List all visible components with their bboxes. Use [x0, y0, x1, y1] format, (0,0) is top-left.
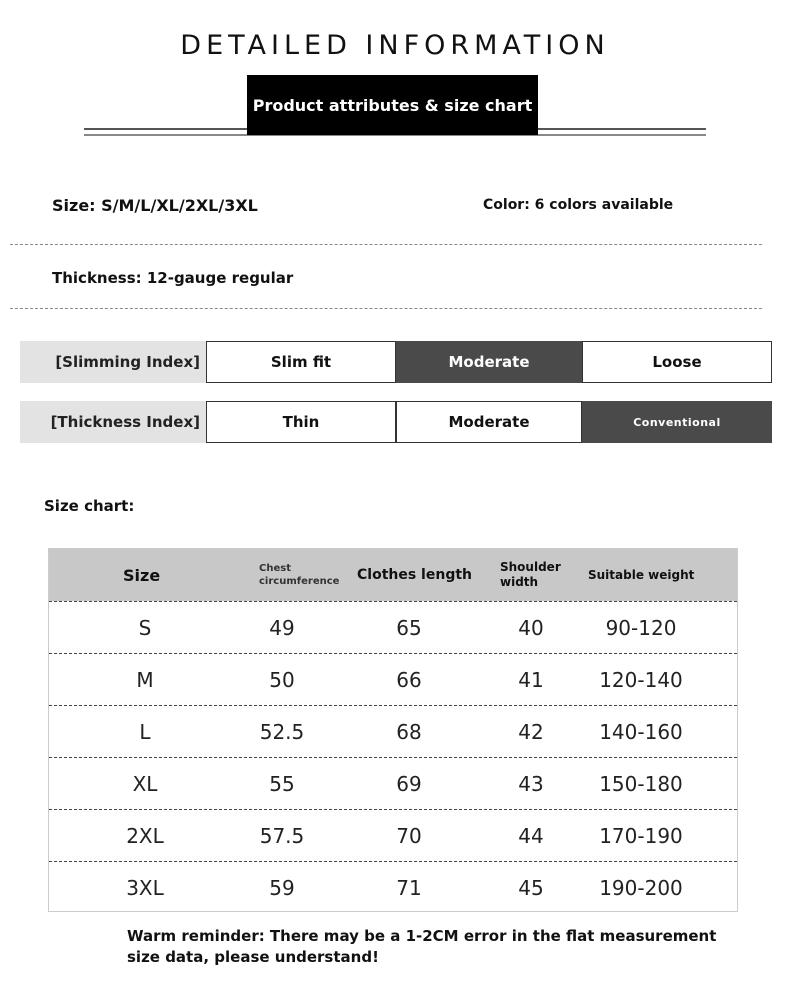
cell-size: M: [136, 667, 154, 692]
slimming-option-moderate: Moderate: [396, 341, 582, 383]
cell-shoulder: 42: [518, 719, 544, 744]
cell-shoulder: 40: [518, 615, 544, 640]
thickness-index-label: [Thickness Index]: [20, 401, 206, 443]
cell-size: XL: [132, 771, 158, 796]
thickness-option-conventional: Conventional: [582, 401, 772, 443]
table-row: [49, 809, 737, 861]
table-row: [49, 601, 737, 653]
cell-length: 71: [396, 875, 422, 900]
header-shoulder: Shoulder width: [500, 560, 561, 589]
cell-length: 66: [396, 667, 422, 692]
cell-shoulder: 43: [518, 771, 544, 796]
cell-chest: 50: [269, 667, 295, 692]
cell-weight: 150-180: [599, 771, 683, 796]
cell-size: 2XL: [126, 823, 164, 848]
size-attribute: Size: S/M/L/XL/2XL/3XL: [52, 196, 258, 215]
warm-reminder: Warm reminder: There may be a 1-2CM error in the flat measurement size data, please understand!: [127, 927, 717, 966]
dashed-divider-2: [10, 308, 762, 309]
cell-chest: 49: [269, 615, 295, 640]
header-weight: Suitable weight: [588, 568, 695, 582]
dashed-divider-1: [10, 244, 762, 245]
cell-weight: 190-200: [599, 875, 683, 900]
header-chest: Chest circumference: [259, 563, 340, 587]
cell-shoulder: 41: [518, 667, 544, 692]
color-attribute: Color: 6 colors available: [483, 197, 674, 213]
table-row: [49, 757, 737, 809]
cell-length: 70: [396, 823, 422, 848]
size-chart-label: Size chart:: [44, 497, 135, 515]
header-length: Clothes length: [357, 567, 472, 583]
cell-weight: 120-140: [599, 667, 683, 692]
cell-chest: 59: [269, 875, 295, 900]
slimming-index-label: [Slimming Index]: [20, 341, 206, 383]
slimming-index-row: [20, 341, 772, 383]
table-row: [49, 705, 737, 757]
cell-shoulder: 45: [518, 875, 544, 900]
thickness-attribute: Thickness: 12-gauge regular: [52, 269, 294, 287]
cell-chest: 57.5: [259, 823, 305, 848]
table-row: [49, 653, 737, 705]
cell-chest: 55: [269, 771, 295, 796]
table-header: [49, 549, 737, 601]
thickness-index-row: [20, 401, 772, 443]
cell-size: L: [139, 719, 151, 744]
cell-length: 69: [396, 771, 422, 796]
table-row: [49, 861, 737, 913]
header-size: Size: [123, 565, 161, 585]
page-title: DETAILED INFORMATION: [180, 30, 610, 61]
cell-weight: 90-120: [605, 615, 677, 640]
cell-weight: 140-160: [599, 719, 683, 744]
thickness-option-thin: Thin: [206, 401, 396, 443]
subtitle-banner: Product attributes & size chart: [247, 75, 538, 135]
cell-length: 68: [396, 719, 422, 744]
cell-size: 3XL: [126, 875, 164, 900]
cell-chest: 52.5: [259, 719, 305, 744]
cell-shoulder: 44: [518, 823, 544, 848]
slimming-option-slim-fit: Slim fit: [206, 341, 396, 383]
cell-weight: 170-190: [599, 823, 683, 848]
slimming-option-loose: Loose: [582, 341, 772, 383]
thickness-option-moderate: Moderate: [396, 401, 582, 443]
cell-size: S: [138, 615, 152, 640]
cell-length: 65: [396, 615, 422, 640]
size-chart-table: [48, 548, 738, 912]
